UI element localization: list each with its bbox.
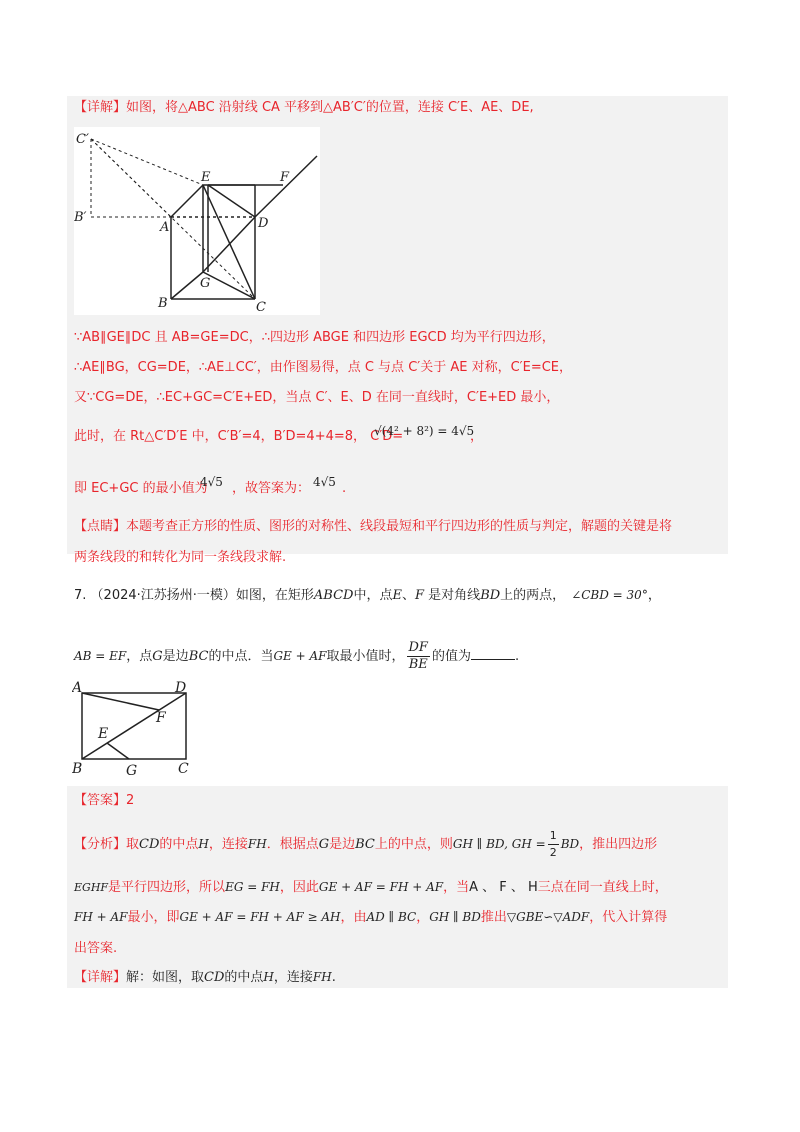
q7-side-bc: BC — [188, 649, 209, 664]
q7-label-a: A — [72, 680, 83, 696]
solution-line-2: ∴AE∥BG，CG=DE，∴AE⊥CC′，由作图易得，点 C 与点 C′关于 AE 对称，C′E=CE， — [74, 360, 573, 375]
analysis-math: GH ∥ BD — [429, 910, 481, 924]
analysis-math: H — [198, 837, 209, 851]
solution-line-1: ∵AB∥GE∥DC 且 AB=GE=DC，∴四边形 ABGE 和四边形 EGCD 均为平行四边形， — [74, 330, 555, 345]
line4-suffix: ， — [470, 429, 484, 444]
analysis-text: ，由 — [340, 910, 367, 925]
analysis-line-4: 出答案. — [74, 941, 118, 956]
label-b: B — [158, 296, 168, 311]
analysis-line-2 — [74, 878, 668, 897]
analysis-text: 是边 — [329, 837, 356, 852]
answer-line — [74, 792, 134, 810]
analysis-text: ．根据点 — [266, 837, 319, 852]
solution-line-5 — [74, 480, 208, 498]
comment-line-1 — [74, 518, 672, 536]
detail-line-2 — [74, 968, 336, 987]
q7-text: 是对角线 — [424, 588, 481, 603]
q7-text: . — [514, 649, 520, 664]
analysis-text: 的中点 — [159, 837, 199, 852]
analysis-math: CD — [139, 837, 160, 852]
label-a: A — [160, 220, 170, 235]
line5-value-2: 4√5 — [313, 475, 336, 489]
q7-frac-den: BE — [408, 657, 428, 672]
label-c-prime: C′ — [76, 132, 89, 147]
detail-text: . — [331, 970, 336, 985]
analysis-math: GE + AF = FH + AF ≥ AH — [179, 910, 341, 924]
figure-rectangle — [72, 678, 202, 778]
detail-text: 解：如图，取 — [126, 970, 205, 985]
detail-text: 如图，将△ABC 沿射线 CA 平移到△AB′C′的位置，连接 C′E、AE、DE, — [126, 100, 534, 115]
solution-line-4 — [74, 428, 403, 446]
analysis-math: AD ∥ BC — [366, 910, 417, 924]
analysis-math: ▽GBE∽▽ADF — [506, 910, 590, 924]
answer-value: 2 — [126, 793, 135, 808]
analysis-math: EGHF — [74, 881, 109, 894]
q7-label-f: F — [156, 710, 166, 726]
analysis-math: FH — [247, 837, 267, 851]
question-source: （2024·江苏扬州·一模） — [90, 588, 236, 603]
analysis-text: ， — [416, 910, 430, 925]
analysis-math: FH + AF — [74, 910, 128, 924]
label-g: G — [200, 276, 211, 291]
analysis-text: ，连接 — [208, 837, 248, 852]
q7-label-g: G — [126, 763, 138, 778]
label-e: E — [201, 170, 211, 185]
analysis-math: G — [318, 837, 330, 852]
q7-text: 、 — [402, 588, 416, 603]
analysis-math: A 、 F 、 H — [469, 880, 538, 895]
q7-text: 如图，在矩形 — [235, 588, 314, 603]
q7-text: 的中点．当 — [208, 649, 274, 664]
analysis-text: 上的中点，则 — [374, 837, 453, 852]
detail-line — [74, 99, 534, 117]
line5-suffix: . — [342, 481, 347, 496]
detail-tag: 【详解】 — [74, 100, 127, 115]
analysis-text: ，推出四边形 — [579, 837, 658, 852]
analysis-text: ，当 — [443, 880, 470, 895]
q7-label-b: B — [72, 761, 83, 777]
q7-label-c: C — [178, 761, 189, 777]
q7-point-e: E — [392, 588, 402, 603]
analysis-text: 推出 — [480, 910, 507, 925]
analysis-line-3 — [74, 908, 667, 927]
detail-tag-2: 【详解】 — [74, 970, 127, 985]
analysis-text: 三点在同一直线上时， — [537, 880, 668, 895]
question-7-line-2 — [74, 636, 519, 677]
q7-label-d: D — [175, 680, 187, 696]
label-d: D — [258, 216, 269, 231]
q7-text: 上的两点， — [500, 588, 566, 603]
q7-point-g: G — [152, 649, 163, 664]
analysis-text: 取 — [126, 837, 140, 852]
analysis-tag: 【分析】 — [74, 837, 127, 852]
figure-square-translation — [74, 127, 320, 315]
label-c: C — [256, 300, 266, 315]
q7-text: 的值为 — [431, 649, 471, 664]
detail-math: H — [263, 970, 274, 984]
figure-2-svg — [72, 678, 202, 778]
line5-mid: ，故答案为： — [232, 481, 311, 496]
q7-text: ， — [647, 588, 661, 603]
analysis-text: ，因此 — [279, 880, 319, 895]
q7-point-f: F — [415, 588, 425, 603]
q7-text: ，点 — [126, 649, 153, 664]
q7-text: 是边 — [162, 649, 189, 664]
analysis-line-1 — [74, 826, 657, 863]
comment-text-1: 本题考查正方形的性质、图形的对称性、线段最短和平行四边形的性质与判定，解题的关键是将 — [126, 519, 673, 534]
question-7-line-1 — [74, 586, 661, 605]
detail-math: CD — [204, 970, 225, 985]
half-den: 2 — [549, 846, 557, 859]
analysis-text: ，代入计算得 — [589, 910, 668, 925]
q7-angle: ∠CBD = 30° — [571, 588, 648, 602]
q7-frac-num: DF — [408, 640, 428, 655]
detail-text: 的中点 — [224, 970, 264, 985]
answer-tag: 【答案】 — [74, 793, 127, 808]
q7-rect: ABCD — [313, 588, 354, 603]
analysis-text: 是平行四边形，所以 — [108, 880, 226, 895]
question-number: 7. — [74, 588, 87, 603]
figure-1-svg — [74, 127, 320, 315]
line4-formula: √(4² + 8²) = 4√5 — [374, 424, 475, 438]
solution-line-3: 又∵CG=DE，∴EC+GC=C′E+ED，当点 C′、E、D 在同一直线时，C′E+ED 最小， — [74, 390, 560, 405]
analysis-math: GH ∥ BD, GH = — [452, 837, 546, 851]
q7-text: 取最小值时， — [326, 649, 405, 664]
line5-value-1: 4√5 — [200, 475, 223, 489]
analysis-math: EG = FH — [225, 880, 280, 894]
line5-prefix: 即 EC+GC 的最小值为 — [74, 481, 208, 496]
q7-diagonal: BD — [480, 588, 501, 603]
line4-prefix: 此时，在 Rt△C′D′E 中，C′B′=4，B′D=4+4=8， C′D= — [74, 429, 404, 444]
analysis-math: BD — [560, 837, 580, 851]
q7-text: 中，点 — [353, 588, 393, 603]
analysis-math: GE + AF = FH + AF — [318, 880, 444, 894]
detail-math: FH — [312, 970, 332, 984]
detail-text: ，连接 — [273, 970, 313, 985]
half-fraction — [548, 828, 559, 861]
q7-expression: GE + AF — [273, 649, 327, 663]
label-b-prime: B′ — [74, 210, 87, 225]
comment-line-2: 两条线段的和转化为同一条线段求解. — [74, 550, 287, 565]
q7-condition: AB = EF — [74, 649, 127, 663]
q7-fraction — [407, 640, 430, 673]
answer-blank — [471, 647, 515, 660]
label-f: F — [280, 170, 290, 185]
analysis-text: 最小，即 — [127, 910, 180, 925]
half-num: 1 — [548, 828, 559, 845]
analysis-math: BC — [355, 837, 375, 852]
comment-tag: 【点睛】 — [74, 519, 127, 534]
q7-label-e: E — [98, 726, 109, 742]
